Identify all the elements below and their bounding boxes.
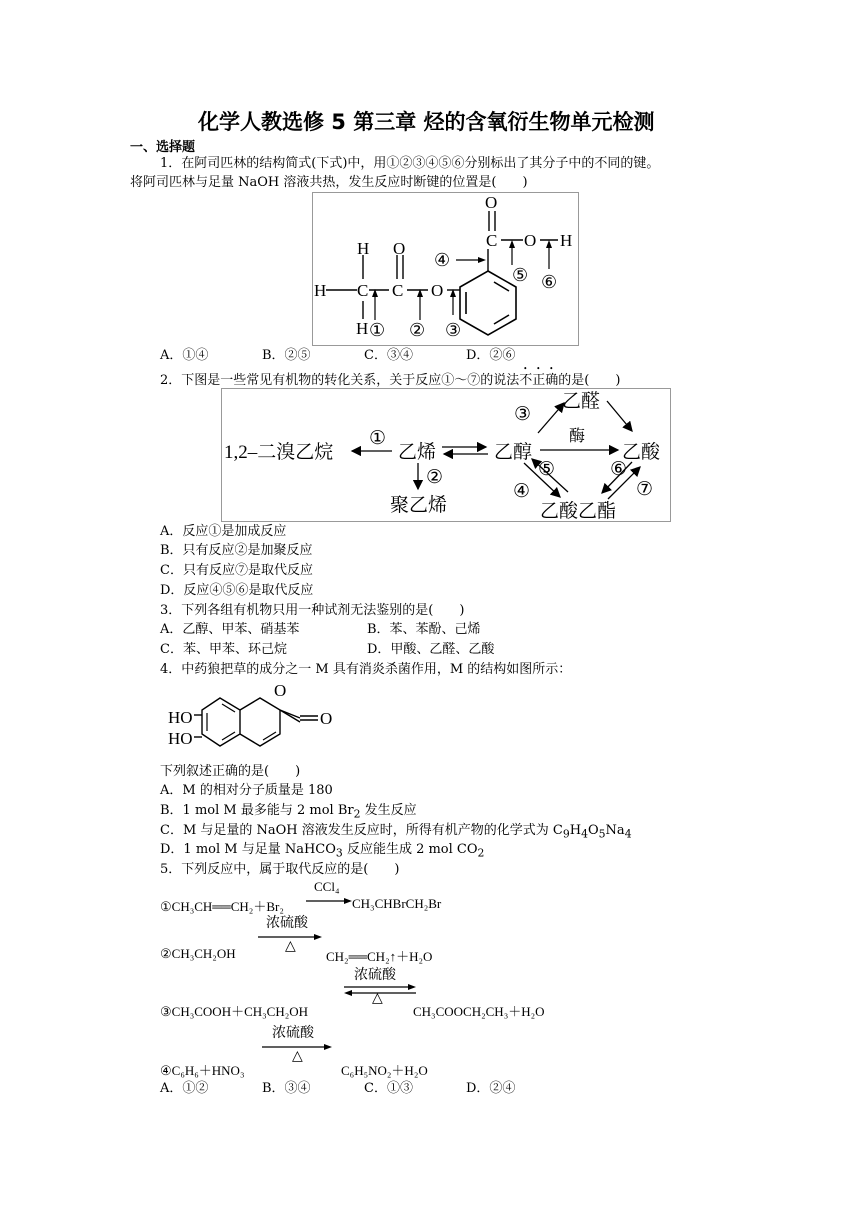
reaction-3-lhs: ③CH₃COOH＋CH₃CH₂OH (160, 1004, 309, 1019)
q5-option-a: A．①② (160, 1081, 209, 1096)
reaction-mark-6: ⑥ (610, 459, 628, 480)
q5-option-c: C．①③ (364, 1081, 413, 1096)
reaction-4-rhs: C₆H₅NO₂＋H₂O (341, 1063, 428, 1078)
atom-h-bottom: H (356, 319, 369, 338)
reaction-4-heat: △ (292, 1048, 303, 1064)
reaction-4-lhs: ④C₆H₆＋HNO₃ (160, 1063, 245, 1078)
q3-option-a: A．乙醇、甲苯、硝基苯 (160, 622, 300, 637)
reaction-mark-4: ④ (513, 481, 531, 502)
page-title: 化学人教选修 5 第三章 烃的含氧衍生物单元检测 (198, 110, 655, 134)
q3-option-d: D．甲酸、乙醛、乙酸 (367, 642, 495, 657)
bond-mark-6: ⑥ (541, 272, 558, 292)
reaction-2-lhs: ②CH₃CH₂OH (160, 946, 236, 961)
node-acetic-acid: 乙酸 (622, 442, 661, 463)
label-enzyme: 酶 (569, 428, 586, 445)
reaction-1-condition: CCl₄ (314, 879, 340, 894)
node-ethene: 乙烯 (398, 442, 437, 463)
compound-m-figure (168, 680, 358, 764)
bond-mark-1: ① (369, 320, 386, 340)
conversion-diagram (221, 388, 671, 522)
q4-prompt: 下列叙述正确的是( ) (160, 764, 301, 779)
aspirin-structure-figure (312, 192, 579, 346)
q4-option-a: A．M 的相对分子质量是 180 (160, 783, 333, 798)
reaction-mark-2: ② (426, 467, 444, 488)
q3-option-c: C．苯、甲苯、环己烷 (160, 642, 287, 657)
atom-h-hydroxyl: H (560, 231, 573, 250)
q3-stem: 3．下列各组有机物只用一种试剂无法鉴别的是( ) (160, 603, 465, 618)
q5-option-d: D．②④ (466, 1081, 516, 1096)
section-heading: 一、选择题 (130, 140, 196, 155)
atom-c-carboxyl: C (486, 231, 498, 250)
q5-option-b: B．③④ (262, 1081, 311, 1096)
group-ho-top: HO (168, 708, 193, 727)
q2-option-c: C．只有反应⑦是取代反应 (160, 563, 313, 578)
q1-option-a: A．①④ (160, 348, 209, 363)
atom-h-top: H (357, 239, 370, 258)
q4-stem: 4．中药狼把草的成分之一 M 具有消炎杀菌作用，M 的结构如图所示： (160, 662, 572, 677)
q1-option-b: B．②⑤ (262, 348, 311, 363)
q2-emphasis: 不正确 (519, 373, 559, 388)
bond-mark-3: ③ (445, 320, 462, 340)
reaction-4-condition: 浓硫酸 (272, 1025, 314, 1041)
q2-option-a: A．反应①是加成反应 (160, 524, 287, 539)
ring-oxygen: O (274, 681, 287, 700)
reaction-1-rhs: CH₃CHBrCH₂Br (352, 896, 442, 911)
q4-option-d: D．1 mol M 与足量 NaHCO$_3$ 反应能生成 2 mol $CO_2$ (160, 842, 485, 860)
bond-mark-2: ② (409, 320, 426, 340)
node-dibromoethane: 1,2–二溴乙烷 (224, 442, 334, 463)
q2-option-d: D．反应④⑤⑥是取代反应 (160, 583, 314, 598)
q5-stem: 5．下列反应中，属于取代反应的是( ) (160, 862, 400, 877)
q1-option-c: C．③④ (364, 348, 413, 363)
reaction-3-heat: △ (372, 990, 383, 1006)
atom-c-carbonyl: C (392, 281, 404, 300)
bond-mark-4: ④ (434, 250, 451, 270)
reaction-3-condition: 浓硫酸 (354, 967, 396, 983)
atom-o-ester: O (431, 281, 444, 300)
reaction-mark-3: ③ (514, 404, 532, 425)
q1-stem-line1: 1．在阿司匹林的结构简式(下式)中，用①②③④⑤⑥分别标出了其分子中的不同的键。 (160, 156, 660, 171)
node-acetaldehyde: 乙醛 (562, 391, 601, 412)
atom-c-methyl: C (357, 281, 369, 300)
q3-option-b: B．苯、苯酚、己烯 (367, 622, 481, 637)
atom-o-hydroxyl: O (524, 231, 537, 250)
q2-stem: 2．下图是一些常见有机物的转化关系，关于反应①～⑦的说法不正确的是( ) (160, 373, 621, 388)
node-ethyl-acetate: 乙酸乙酯 (540, 501, 617, 521)
q2-option-b: B．只有反应②是加聚反应 (160, 543, 313, 558)
group-ho-bottom: HO (168, 729, 193, 748)
reaction-mark-7: ⑦ (636, 479, 654, 500)
reaction-1-arrow (306, 896, 352, 906)
reaction-2-rhs: CH₂══CH₂↑＋H₂O (326, 949, 433, 964)
bond-mark-5: ⑤ (512, 265, 529, 285)
atom-h-left: H (314, 281, 327, 300)
reaction-1-lhs: ①CH₃CH══CH₂＋Br₂ (160, 899, 284, 914)
atom-o-carbonyl: O (393, 239, 406, 258)
reaction-mark-1: ① (369, 428, 387, 449)
atom-o-carboxyl: O (485, 193, 498, 212)
reaction-3-rhs: CH₃COOCH₂CH₃＋H₂O (413, 1004, 545, 1019)
node-ethanol: 乙醇 (494, 442, 533, 463)
q4-option-b: B．1 mol M 最多能与 2 mol $Br_2$ 发生反应 (160, 803, 417, 821)
q1-stem-line2: 将阿司匹林与足量 NaOH 溶液共热，发生反应时断键的位置是( ) (130, 175, 528, 190)
carbonyl-oxygen: O (320, 709, 333, 728)
reaction-mark-5: ⑤ (538, 459, 556, 480)
q1-option-d: D．②⑥ (466, 348, 516, 363)
q4-option-c: C．M 与足量的 NaOH 溶液发生反应时，所得有机产物的化学式为 $C_9H_4O_5Na_4$ (160, 823, 632, 841)
node-polyethylene: 聚乙烯 (390, 495, 448, 516)
reaction-2-condition: 浓硫酸 (266, 915, 308, 931)
reaction-2-heat: △ (285, 938, 296, 954)
